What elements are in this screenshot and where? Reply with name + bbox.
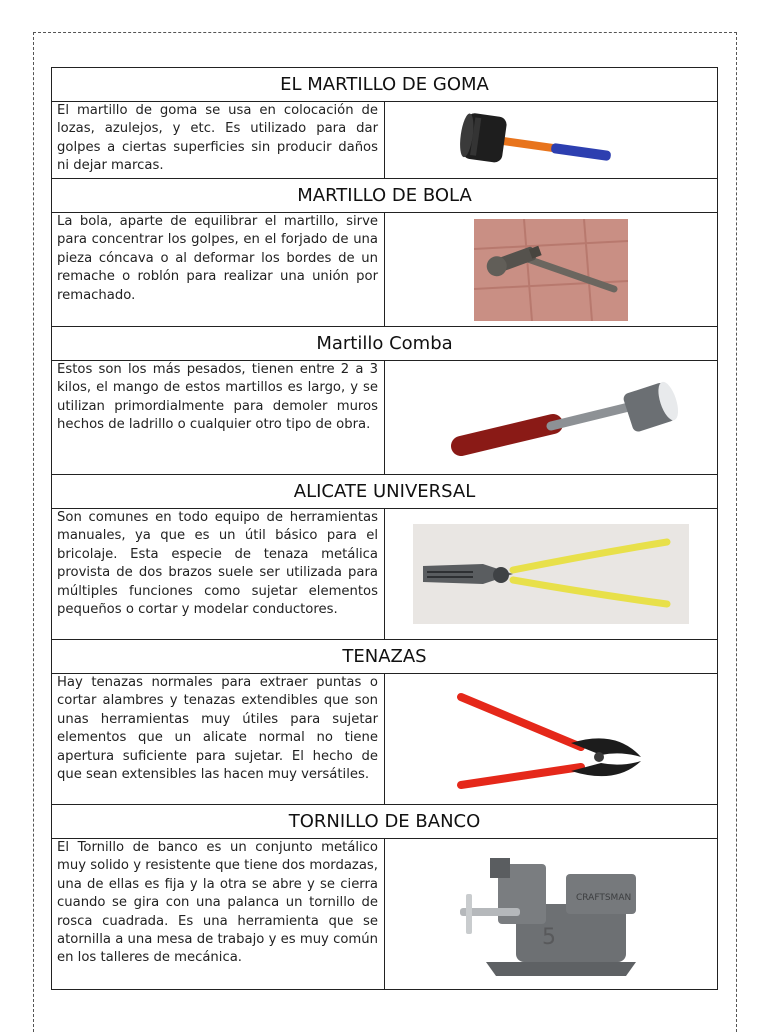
section-description: El Tornillo de banco es un conjunto metálico muy solido y resistente que tiene dos mordazas, una de ellas es fija y la otra se abre y se cierra cuando se gira con una palanca un tornillo de rosca cuadrada. Es una herramienta que se atornilla a una mesa de trabajo y es muy común en los talleres de mecánica. — [52, 839, 385, 990]
section-description: Estos son los más pesados, tienen entre 2 a 3 kilos, el mango de estos martillos es largo, y se utilizan primordialmente para demoler muros hechos de ladrillo o cualquier otro tipo de obra. — [52, 361, 385, 475]
section-description: La bola, aparte de equilibrar el martillo, sirve para concentrar los golpes, en el forjado de una pieza cóncava o al deformar los bordes de un remache o roblón para realizar una unión por remachado. — [52, 213, 385, 327]
ball-peen-hammer-image — [385, 213, 718, 327]
section-title: TORNILLO DE BANCO — [52, 805, 718, 839]
sledgehammer-image — [385, 361, 718, 475]
section-description: Hay tenazas normales para extraer puntas o cortar alambres y tenazas extendibles que son unas herramientas muy útiles para sujetar elementos que un alicate normal no tiene apertura suficiente para sujetar. El hecho de que sean extensibles las hacen muy versátiles. — [52, 674, 385, 805]
pliers-image — [385, 509, 718, 640]
bench-vise-image — [385, 839, 718, 990]
section-title: MARTILLO DE BOLA — [52, 179, 718, 213]
rubber-mallet-image — [385, 102, 718, 179]
section-title: Martillo Comba — [52, 327, 718, 361]
pincers-image — [385, 674, 718, 805]
section-description: Son comunes en todo equipo de herramientas manuales, ya que es un útil básico para el bricolaje. Esta especie de tenaza metálica provista de dos brazos suele ser utilizada para múltiples funciones como sujetar elementos pequeños o cortar y modelar conductores. — [52, 509, 385, 640]
svg-text:CRAFTSMAN: CRAFTSMAN — [576, 893, 632, 903]
section-title: EL MARTILLO DE GOMA — [52, 68, 718, 102]
section-title: TENAZAS — [52, 640, 718, 674]
section-title: ALICATE UNIVERSAL — [52, 475, 718, 509]
tools-table — [51, 67, 718, 990]
section-description: El martillo de goma se usa en colocación de lozas, azulejos, y etc. Es utilizado para dar golpes a ciertas superficies sin producir daños ni dejar marcas. — [52, 102, 385, 179]
svg-text:5: 5 — [542, 925, 556, 950]
